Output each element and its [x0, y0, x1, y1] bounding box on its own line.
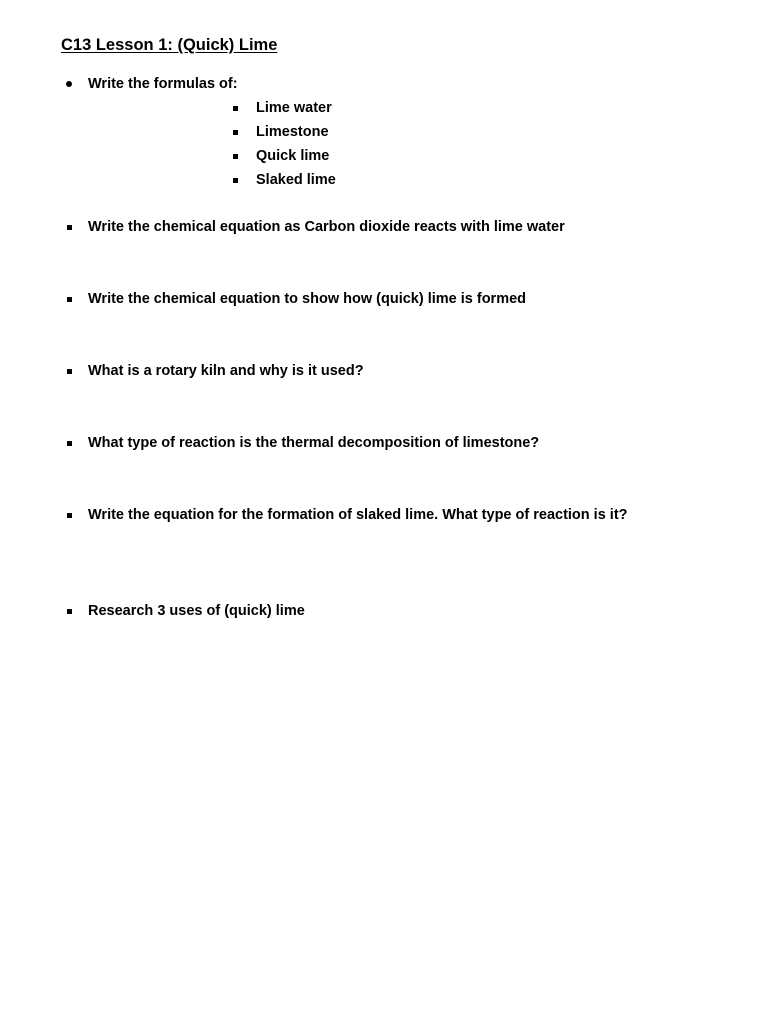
intro-text: Write the formulas of: [88, 76, 238, 92]
square-bullet-icon [67, 369, 72, 374]
formula-item: Slaked lime [256, 172, 336, 188]
formula-item: Limestone [256, 124, 329, 140]
square-bullet-icon [233, 106, 238, 111]
question-item: What is a rotary kiln and why is it used? [88, 363, 364, 379]
square-bullet-icon [67, 441, 72, 446]
square-bullet-icon [67, 297, 72, 302]
square-bullet-icon [233, 130, 238, 135]
bullet-icon [66, 81, 72, 87]
square-bullet-icon [67, 225, 72, 230]
question-item: Write the chemical equation to show how (quick) lime is formed [88, 291, 527, 307]
square-bullet-icon [67, 609, 72, 614]
formula-item: Quick lime [256, 148, 330, 164]
question-item: Research 3 uses of (quick) lime [88, 603, 305, 619]
square-bullet-icon [67, 513, 72, 518]
question-item: Write the chemical equation as Carbon dioxide reacts with lime water [88, 219, 565, 235]
question-item: Write the equation for the formation of slaked lime. What type of reaction is it? [88, 507, 628, 523]
square-bullet-icon [233, 154, 238, 159]
formula-item: Lime water [256, 100, 332, 116]
page-title: C13 Lesson 1: (Quick) Lime [61, 36, 278, 54]
question-item: What type of reaction is the thermal decomposition of limestone? [88, 435, 540, 451]
square-bullet-icon [233, 178, 238, 183]
